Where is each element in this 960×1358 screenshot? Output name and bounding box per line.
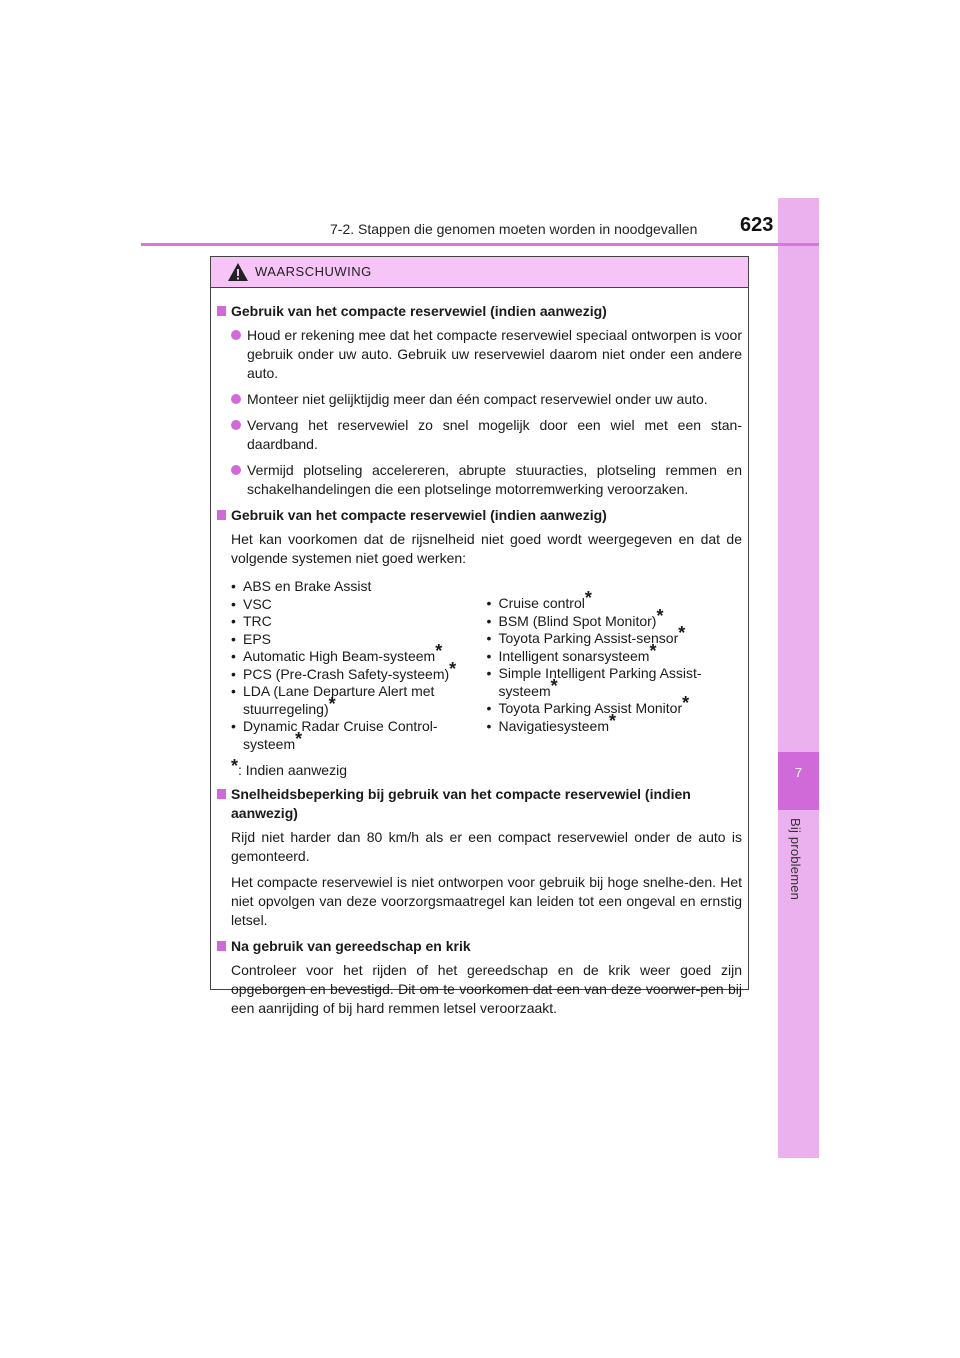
page-number: 623	[740, 214, 774, 236]
list-item: • Toyota Parking Assist Monitor*	[486, 693, 690, 716]
asterisk: *	[609, 710, 617, 731]
list-item: • EPS	[231, 630, 272, 647]
bullet-item	[217, 416, 742, 454]
circle-bullet-icon	[231, 420, 241, 430]
bullet-item	[217, 390, 742, 409]
circle-bullet-icon	[231, 394, 241, 404]
circle-bullet-icon	[231, 330, 241, 340]
list-item: • Intelligent sonarsysteem*	[486, 640, 657, 664]
circle-bullet-icon	[231, 465, 241, 475]
chapter-name: Bij problemen	[788, 818, 803, 901]
list-item: • TRC	[231, 613, 272, 629]
header-rule	[141, 243, 819, 246]
list-item: • LDA (Lane Departure Alert met stuurregeling)*	[231, 683, 435, 717]
systems-list	[217, 578, 742, 753]
section-heading-text: Gebruik van het compacte reservewiel (indien aanwezig)	[231, 507, 607, 523]
asterisk: *	[449, 658, 457, 679]
asterisk: *	[678, 623, 686, 643]
section-heading	[217, 302, 742, 321]
section-title: 7-2. Stappen die genomen moeten worden in noodgevallen	[330, 221, 698, 237]
section-heading-text: Snelheidsbeperking bij gebruik van het compacte reservewiel (indien aanwezig)	[231, 786, 691, 821]
footnote-text: : Indien aanwezig	[238, 762, 347, 778]
paragraph: Controleer voor het rijden of het gereedschap en de krik weer goed zijn opgeborgen en bevestigd. Dit om te voorkomen dat een van deze voorwer-pen bij een aanrijding of bij hard remmen letsel veroorzaakt.	[231, 962, 742, 1016]
systems-list-left	[231, 578, 487, 753]
warning-box	[210, 256, 749, 1016]
list-item: • Simple Intelligent Parking Assist-systeem*	[486, 665, 702, 699]
warning-title: WAARSCHUWING	[255, 264, 372, 279]
systems-list-right	[487, 578, 743, 753]
bullet-item	[217, 326, 742, 383]
warning-triangle-icon	[227, 262, 249, 282]
list-item: • Dynamic Radar Cruise Control-systeem*	[231, 718, 438, 752]
asterisk: *	[295, 728, 303, 749]
asterisk: *	[649, 640, 657, 661]
side-tab	[778, 198, 819, 1158]
bullet-text: Monteer niet gelijktijdig meer dan één compact reservewiel onder uw auto.	[247, 391, 708, 407]
bullet-text: Vermijd plotseling accelereren, abrupte stuuracties, plotseling remmen en schakelhandelingen die een plotselinge motorremwerking veroorzaken.	[247, 462, 742, 497]
list-item: • PCS (Pre-Crash Safety-systeem)*	[231, 658, 457, 682]
square-bullet-icon	[217, 789, 226, 799]
list-item: • Cruise control*	[486, 588, 592, 611]
warning-header	[211, 257, 748, 288]
chapter-number: 7	[794, 765, 803, 780]
chapter-tab	[778, 752, 819, 810]
bullet-item	[217, 461, 742, 499]
bullet-text: Vervang het reservewiel zo snel mogelijk door een wiel met een stan-daardband.	[247, 417, 742, 452]
asterisk: *	[550, 675, 558, 696]
square-bullet-icon	[217, 306, 226, 316]
paragraph: Rijd niet harder dan 80 km/h als er een compact reservewiel onder de auto is gemonteerd.	[231, 829, 742, 864]
paragraph: Het compacte reservewiel is niet ontworpen voor gebruik bij hoge snelhe-den. Het niet opvolgen van deze voorzorgsmaatregel kan leiden tot een ongeval en ernstig letsel.	[231, 874, 742, 928]
asterisk: *	[231, 756, 239, 776]
asterisk: *	[656, 605, 664, 626]
list-item: • ABS en Brake Assist	[231, 578, 372, 594]
asterisk: *	[435, 641, 443, 661]
asterisk: *	[328, 693, 336, 714]
warning-body	[211, 288, 748, 1018]
section-heading-text: Gebruik van het compacte reservewiel (indien aanwezig)	[231, 303, 607, 319]
asterisk: *	[682, 693, 690, 713]
square-bullet-icon	[217, 510, 226, 520]
square-bullet-icon	[217, 941, 226, 951]
paragraph: Het kan voorkomen dat de rijsnelheid niet goed wordt weergegeven en dat de volgende systemen niet goed werken:	[231, 531, 742, 566]
list-item: • Navigatiesysteem*	[486, 710, 617, 734]
list-item: • Automatic High Beam-systeem*	[231, 641, 443, 664]
section-heading	[217, 785, 742, 823]
section-heading	[217, 937, 742, 956]
list-item: • BSM (Blind Spot Monitor)*	[486, 605, 664, 629]
bullet-text: Houd er rekening mee dat het compacte reservewiel speciaal ontworpen is voor gebruik onder uw auto. Gebruik uw reservewiel daarom niet onder een andere auto.	[247, 327, 742, 381]
asterisk: *	[584, 588, 592, 608]
footnote	[217, 756, 742, 780]
list-item: • VSC	[231, 595, 272, 612]
section-heading	[217, 506, 742, 525]
list-item: • Toyota Parking Assist-sensor*	[486, 623, 686, 646]
section-heading-text: Na gebruik van gereedschap en krik	[231, 938, 471, 954]
